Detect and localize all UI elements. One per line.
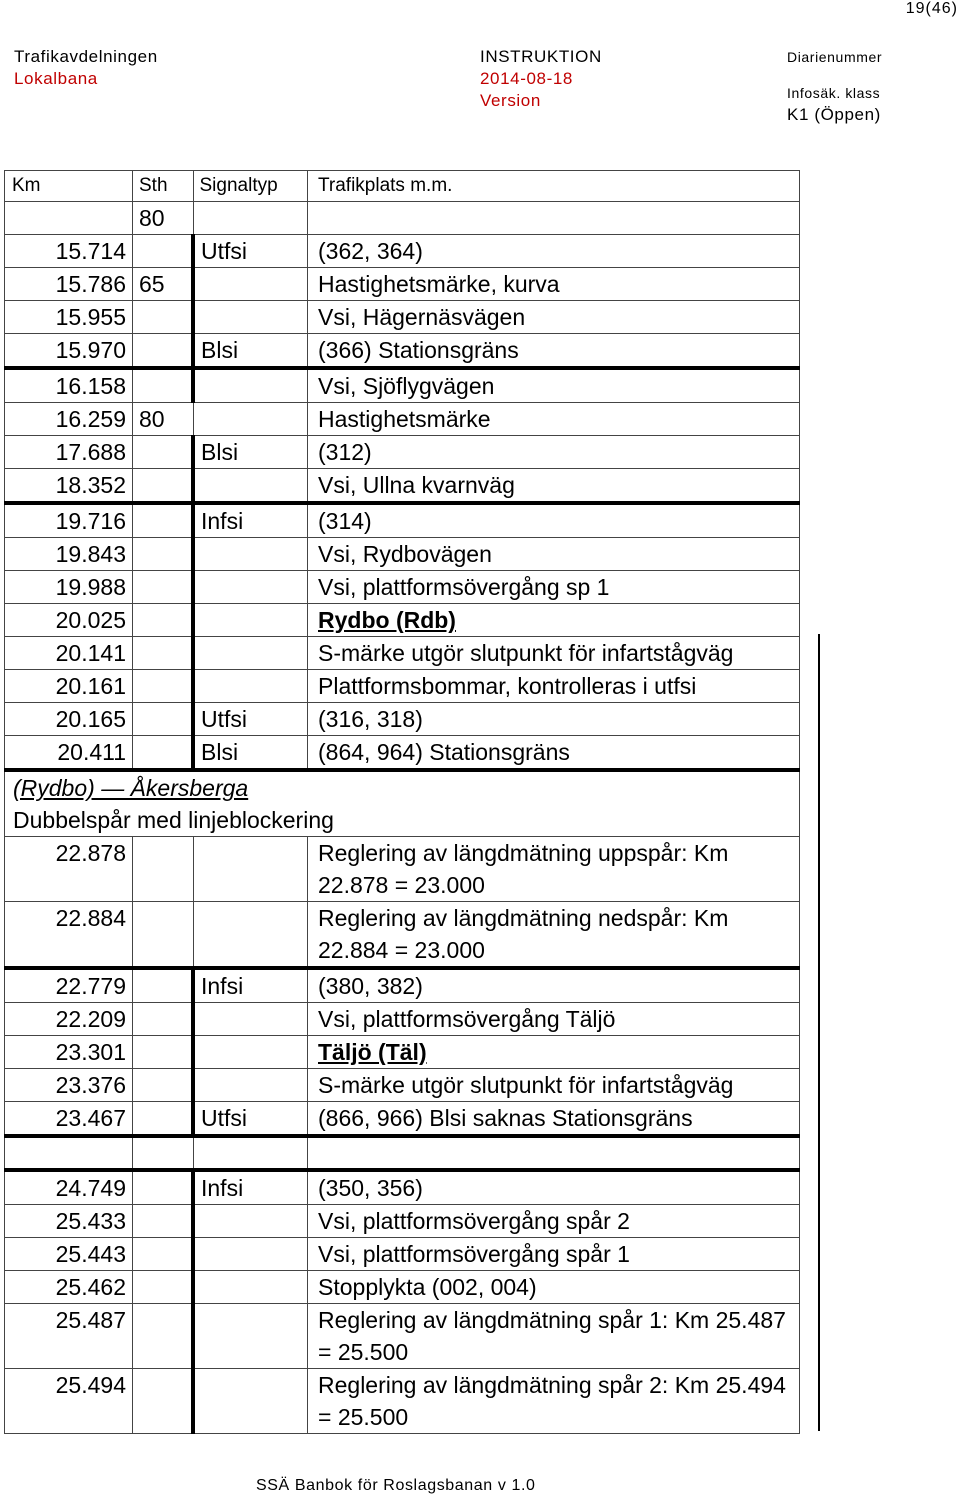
cell-signaltyp: Infsi	[193, 1170, 308, 1205]
cell-signaltyp: Blsi	[193, 334, 308, 369]
table-row	[5, 1102, 800, 1137]
header-middle	[480, 46, 602, 112]
cell-sth	[133, 436, 194, 469]
cell-signaltyp	[193, 604, 308, 637]
cell-signaltyp	[193, 1238, 308, 1271]
table-row	[5, 1304, 800, 1369]
cell-signaltyp	[193, 1036, 308, 1069]
cell-km	[5, 202, 133, 235]
cell-sth	[133, 469, 194, 504]
table-row	[5, 902, 800, 969]
cell-sth: 65	[133, 268, 194, 301]
header-date: 2014-08-18	[480, 69, 573, 88]
cell-trafikplats: Vsi, plattformsövergång sp 1	[308, 571, 800, 604]
header-doctype: INSTRUKTION	[480, 47, 602, 66]
cell-signaltyp	[193, 837, 308, 902]
col-km-header: Km	[5, 171, 133, 202]
table-header-row	[5, 171, 800, 202]
table-row	[5, 301, 800, 334]
cell-signaltyp: Utfsi	[193, 1102, 308, 1137]
cell-km: 19.843	[5, 538, 133, 571]
table-row	[5, 503, 800, 538]
cell-signaltyp	[193, 1003, 308, 1036]
col-sth-header: Sth	[133, 171, 194, 202]
cell-signaltyp	[193, 1369, 308, 1434]
cell-sth	[133, 1036, 194, 1069]
cell-sth	[133, 571, 194, 604]
cell-trafikplats	[308, 202, 800, 235]
section-heading	[5, 770, 800, 837]
cell-signaltyp	[193, 571, 308, 604]
cell-km: 18.352	[5, 469, 133, 504]
header-class-value: K1 (Öppen)	[787, 105, 881, 124]
cell-km: 20.165	[5, 703, 133, 736]
cell-sth	[133, 1102, 194, 1137]
header-unit: Lokalbana	[14, 69, 98, 88]
cell-signaltyp: Blsi	[193, 736, 308, 771]
table-row	[5, 1238, 800, 1271]
cell-km: 17.688	[5, 436, 133, 469]
cell-trafikplats: Plattformsbommar, kontrolleras i utfsi	[308, 670, 800, 703]
cell-trafikplats: (314)	[308, 503, 800, 538]
cell-trafikplats: Stopplykta (002, 004)	[308, 1271, 800, 1304]
cell-sth: 80	[133, 403, 194, 436]
cell-sth	[133, 1069, 194, 1102]
table-row	[5, 703, 800, 736]
table-row	[5, 368, 800, 403]
table-row	[5, 837, 800, 902]
cell-signaltyp	[193, 1271, 308, 1304]
cell-trafikplats: Reglering av längdmätning nedspår: Km 22.884 = 23.000	[308, 902, 800, 969]
cell-km: 25.433	[5, 1205, 133, 1238]
cell-signaltyp	[193, 268, 308, 301]
cell-signaltyp: Blsi	[193, 436, 308, 469]
table-row	[5, 1170, 800, 1205]
table-row	[5, 1205, 800, 1238]
cell-sth	[133, 703, 194, 736]
cell-signaltyp	[193, 1205, 308, 1238]
table-row	[5, 1271, 800, 1304]
cell-trafikplats: S-märke utgör slutpunkt för infartstågväg	[308, 1069, 800, 1102]
cell-sth	[133, 604, 194, 637]
signal-table	[4, 170, 800, 1434]
cell-km: 25.487	[5, 1304, 133, 1369]
table-row	[5, 637, 800, 670]
page-footer: SSÄ Banbok för Roslagsbanan v 1.0	[256, 1477, 536, 1494]
cell-sth	[133, 235, 194, 268]
cell-km: 16.158	[5, 368, 133, 403]
cell-trafikplats: Reglering av längdmätning uppspår: Km 22.878 = 23.000	[308, 837, 800, 902]
cell-km: 23.376	[5, 1069, 133, 1102]
cell-sth	[133, 503, 194, 538]
cell-km: 25.494	[5, 1369, 133, 1434]
cell-sth	[133, 1003, 194, 1036]
cell-sth	[133, 368, 194, 403]
cell-signaltyp	[193, 301, 308, 334]
cell-km: 15.786	[5, 268, 133, 301]
section-row	[5, 770, 800, 837]
cell-trafikplats: Hastighetsmärke	[308, 403, 800, 436]
cell-km: 25.443	[5, 1238, 133, 1271]
table-row	[5, 538, 800, 571]
cell-km: 15.970	[5, 334, 133, 369]
cell-trafikplats: Vsi, Rydbovägen	[308, 538, 800, 571]
cell-signaltyp: Utfsi	[193, 703, 308, 736]
cell-sth	[133, 902, 194, 969]
cell-sth	[133, 637, 194, 670]
cell-km: 23.301	[5, 1036, 133, 1069]
revision-bar	[818, 634, 820, 1431]
station-name: Rydbo (Rdb)	[308, 604, 800, 637]
cell-km: 15.955	[5, 301, 133, 334]
page-number: 19(46)	[905, 0, 958, 17]
cell-signaltyp	[193, 368, 308, 403]
cell-sth: 80	[133, 202, 194, 235]
header-left	[14, 46, 158, 90]
header-diarienummer: Diarienummer	[787, 49, 883, 65]
cell-trafikplats: Reglering av längdmätning spår 2: Km 25.494 = 25.500	[308, 1369, 800, 1434]
cell-sth	[133, 1238, 194, 1271]
cell-km: 19.716	[5, 503, 133, 538]
cell-sth	[133, 538, 194, 571]
header-right	[787, 46, 882, 126]
header-version: Version	[480, 91, 541, 110]
table-row	[5, 202, 800, 235]
cell-sth	[133, 301, 194, 334]
cell-km: 19.988	[5, 571, 133, 604]
table-row	[5, 235, 800, 268]
cell-trafikplats: Vsi, plattformsövergång Täljö	[308, 1003, 800, 1036]
cell-trafikplats: Vsi, plattformsövergång spår 2	[308, 1205, 800, 1238]
cell-signaltyp	[193, 403, 308, 436]
cell-sth	[133, 670, 194, 703]
cell-signaltyp	[193, 202, 308, 235]
col-trafikplats-header: Trafikplats m.m.	[308, 171, 800, 202]
cell-trafikplats: (864, 964) Stationsgräns	[308, 736, 800, 771]
cell-signaltyp: Infsi	[193, 968, 308, 1003]
table-row	[5, 1069, 800, 1102]
cell-sth	[133, 334, 194, 369]
cell-trafikplats: (380, 382)	[308, 968, 800, 1003]
header-org: Trafikavdelningen	[14, 47, 158, 66]
cell-km: 20.411	[5, 736, 133, 771]
cell-km: 23.467	[5, 1102, 133, 1137]
cell-signaltyp	[193, 670, 308, 703]
section-title: (Rydbo) — Åkersberga	[13, 775, 249, 801]
table-row	[5, 571, 800, 604]
col-signaltyp-header: Signaltyp	[193, 171, 308, 202]
cell-km: 15.714	[5, 235, 133, 268]
cell-trafikplats: (316, 318)	[308, 703, 800, 736]
cell-sth	[133, 736, 194, 771]
table-row	[5, 436, 800, 469]
cell-signaltyp	[193, 902, 308, 969]
table-row	[5, 268, 800, 301]
table-row	[5, 403, 800, 436]
cell-trafikplats: Hastighetsmärke, kurva	[308, 268, 800, 301]
table-row	[5, 1036, 800, 1069]
table-row	[5, 334, 800, 369]
table-row	[5, 469, 800, 504]
cell-trafikplats: (362, 364)	[308, 235, 800, 268]
section-subtitle: Dubbelspår med linjeblockering	[13, 807, 334, 833]
cell-sth	[133, 1304, 194, 1369]
cell-km: 20.025	[5, 604, 133, 637]
cell-km: 22.878	[5, 837, 133, 902]
cell-signaltyp	[193, 538, 308, 571]
cell-sth	[133, 1205, 194, 1238]
cell-trafikplats: Vsi, Ullna kvarnväg	[308, 469, 800, 504]
cell-trafikplats: Reglering av längdmätning spår 1: Km 25.487 = 25.500	[308, 1304, 800, 1369]
cell-sth	[133, 837, 194, 902]
cell-trafikplats: (366) Stationsgräns	[308, 334, 800, 369]
cell-km: 20.161	[5, 670, 133, 703]
empty-row	[5, 1136, 800, 1170]
cell-km: 22.209	[5, 1003, 133, 1036]
cell-km: 22.884	[5, 902, 133, 969]
cell-trafikplats: Vsi, Hägernäsvägen	[308, 301, 800, 334]
cell-signaltyp: Infsi	[193, 503, 308, 538]
cell-sth	[133, 968, 194, 1003]
cell-km: 16.259	[5, 403, 133, 436]
table-row	[5, 670, 800, 703]
cell-sth	[133, 1369, 194, 1434]
table-row	[5, 1369, 800, 1434]
cell-km: 24.749	[5, 1170, 133, 1205]
cell-trafikplats: (866, 966) Blsi saknas Stationsgräns	[308, 1102, 800, 1137]
cell-km: 20.141	[5, 637, 133, 670]
table-row	[5, 968, 800, 1003]
cell-signaltyp	[193, 469, 308, 504]
cell-signaltyp	[193, 1304, 308, 1369]
table-row	[5, 736, 800, 771]
table-row	[5, 604, 800, 637]
cell-km: 25.462	[5, 1271, 133, 1304]
table-row	[5, 1003, 800, 1036]
cell-trafikplats: S-märke utgör slutpunkt för infartstågväg	[308, 637, 800, 670]
header-class-label: Infosäk. klass	[787, 85, 881, 101]
cell-sth	[133, 1170, 194, 1205]
cell-trafikplats: (312)	[308, 436, 800, 469]
cell-km: 22.779	[5, 968, 133, 1003]
cell-sth	[133, 1271, 194, 1304]
cell-signaltyp	[193, 637, 308, 670]
cell-signaltyp: Utfsi	[193, 235, 308, 268]
cell-trafikplats: Vsi, Sjöflygvägen	[308, 368, 800, 403]
cell-trafikplats: (350, 356)	[308, 1170, 800, 1205]
cell-signaltyp	[193, 1069, 308, 1102]
station-name: Täljö (Täl)	[308, 1036, 800, 1069]
cell-trafikplats: Vsi, plattformsövergång spår 1	[308, 1238, 800, 1271]
